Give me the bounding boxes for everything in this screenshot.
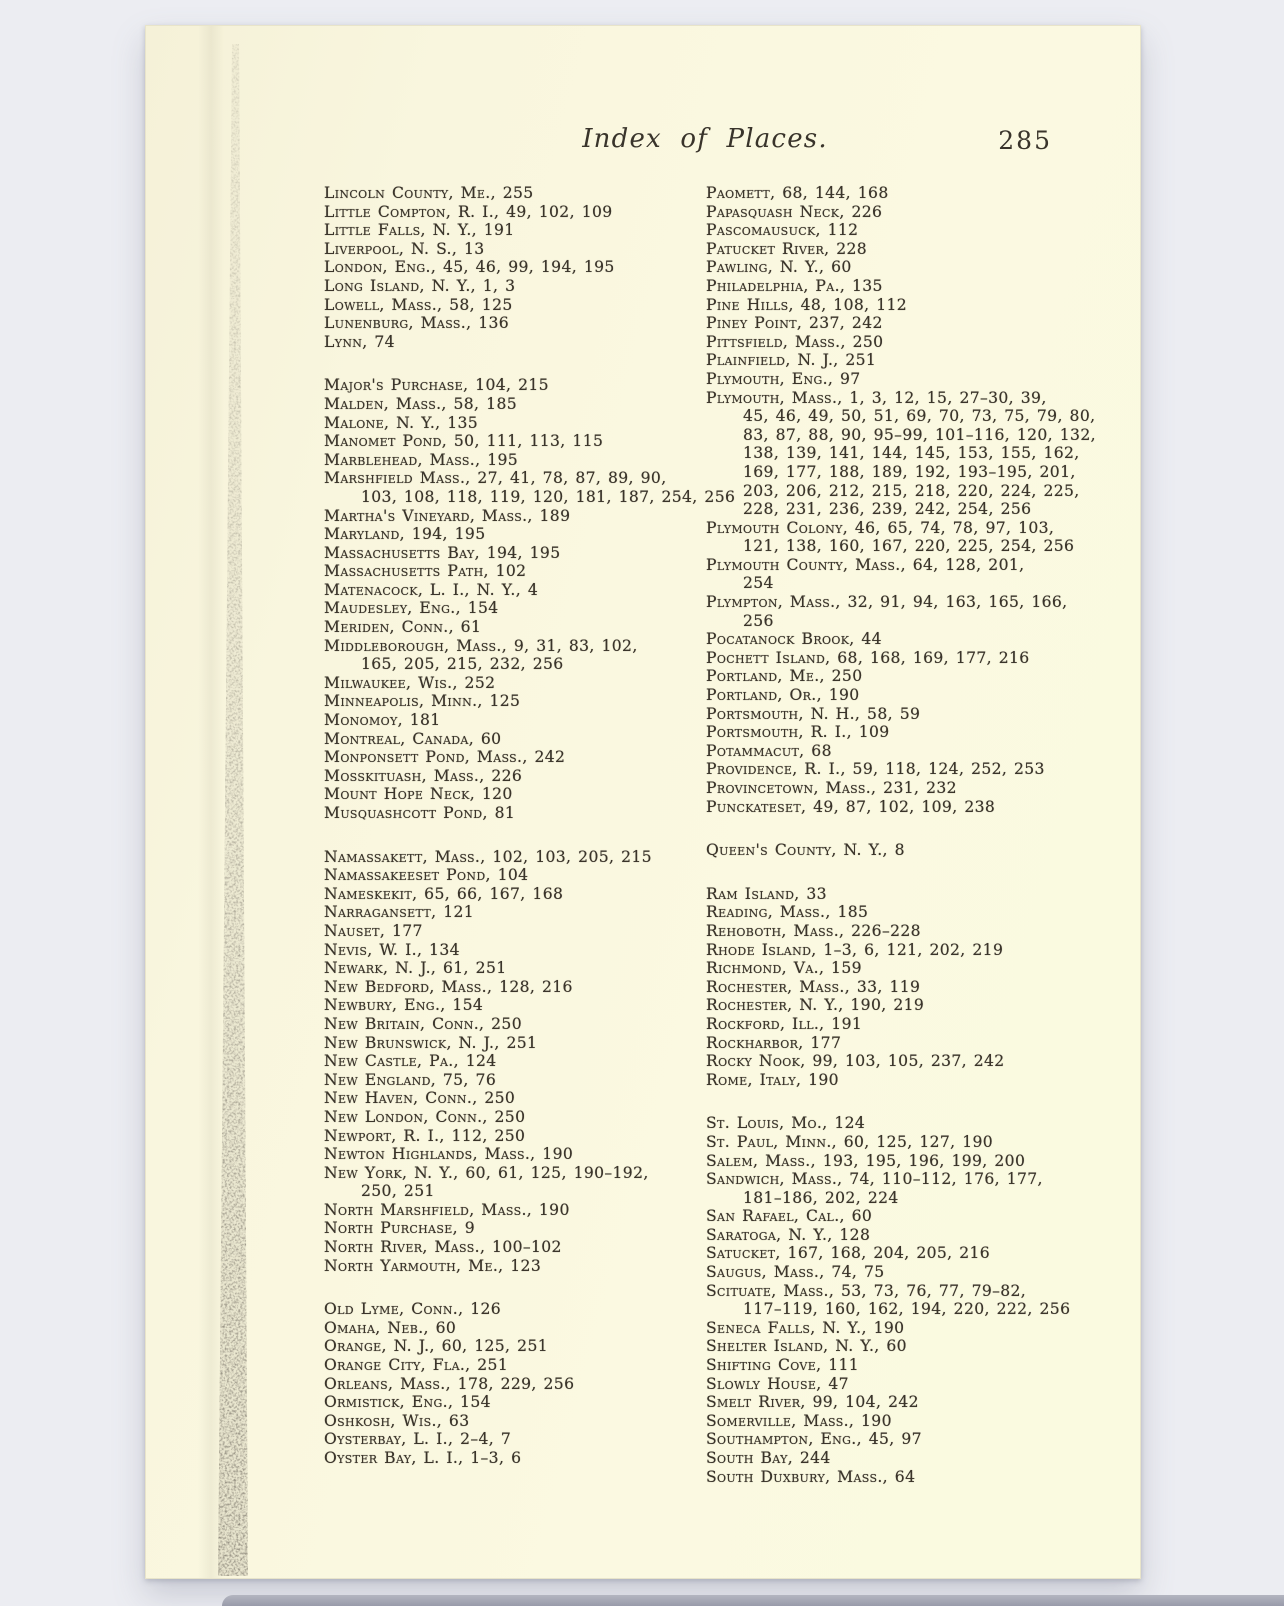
entry-line: Plympton, Mass., 32, 91, 94, 163, 165, 166, (706, 593, 1068, 612)
index-entry (324, 785, 716, 804)
index-entry (324, 395, 716, 414)
index-entry (324, 1015, 716, 1034)
index-entry (706, 1015, 1098, 1034)
entry-line: North Yarmouth, Me., 123 (324, 1256, 542, 1275)
index-group (706, 1114, 1098, 1486)
index-entry (706, 841, 1098, 860)
entry-line: Ormistick, Eng., 154 (324, 1393, 491, 1412)
index-entry (324, 221, 716, 240)
entry-continuation-line: 121, 138, 160, 167, 220, 225, 254, 256 (743, 537, 1075, 556)
index-entry (706, 1114, 1098, 1133)
entry-line: Portland, Or., 190 (706, 686, 860, 705)
entry-line: Rocky Nook, 99, 103, 105, 237, 242 (706, 1052, 1005, 1071)
index-entry (706, 798, 1098, 817)
index-entry (706, 1244, 1098, 1263)
index-entry (324, 1219, 716, 1238)
entry-line: Oysterbay, L. I., 2–4, 7 (324, 1430, 512, 1449)
entry-line: Plymouth, Eng., 97 (706, 369, 861, 388)
entry-line: Newport, R. I., 112, 250 (324, 1126, 526, 1145)
entry-line: South Bay, 244 (706, 1449, 831, 1467)
entry-line: Pocatanock Brook, 44 (706, 630, 882, 649)
binding-crease-texture (212, 44, 258, 1576)
index-entry (324, 959, 716, 978)
index-entry (706, 1356, 1098, 1375)
entry-line: Shelter Island, N. Y., 60 (706, 1337, 907, 1356)
page-number: 285 (998, 126, 1052, 155)
entry-line: Shifting Cove, 111 (706, 1356, 860, 1375)
index-entry (324, 674, 716, 693)
entry-line: Nauset, 177 (324, 921, 423, 940)
entry-line: Pine Hills, 48, 108, 112 (706, 295, 908, 314)
entry-line: Milwaukee, Wis., 252 (324, 673, 496, 692)
index-entry (324, 903, 716, 922)
entry-line: Orleans, Mass., 178, 229, 256 (324, 1374, 575, 1393)
index-entry (706, 203, 1098, 222)
index-column-left (324, 184, 736, 1468)
index-entry (324, 1052, 716, 1071)
entry-line: Narragansett, 121 (324, 903, 475, 922)
entry-line: Salem, Mass., 193, 195, 196, 199, 200 (706, 1151, 1026, 1170)
entry-line: Portsmouth, R. I., 109 (706, 723, 890, 742)
entry-line: Rome, Italy, 190 (706, 1070, 839, 1089)
entry-line: Punckateset, 49, 87, 102, 109, 238 (706, 797, 996, 816)
index-entry (706, 370, 1098, 389)
entry-continuation-line: 83, 87, 88, 90, 95–99, 101–116, 120, 132, (743, 425, 1096, 444)
index-entry (324, 1034, 716, 1053)
entry-line: Middleborough, Mass., 9, 31, 83, 102, (324, 636, 638, 655)
index-entry (706, 593, 1098, 630)
index-entry (706, 1319, 1098, 1338)
entry-line: North Purchase, 9 (324, 1219, 475, 1238)
index-entry (706, 1337, 1098, 1356)
index-entry (706, 1468, 1098, 1487)
index-entry (706, 184, 1098, 203)
index-entry (706, 1393, 1098, 1412)
entry-continuation-line: 103, 108, 118, 119, 120, 181, 187, 254, 256 (361, 487, 736, 506)
entry-line: Old Lyme, Conn., 126 (324, 1300, 502, 1319)
entry-line: Nameskekit, 65, 66, 167, 168 (324, 884, 564, 903)
entry-line: Marshfield Mass., 27, 41, 78, 87, 89, 90, (324, 469, 667, 488)
index-entry (324, 804, 716, 823)
index-entry (324, 1089, 716, 1108)
index-entry (324, 469, 736, 506)
entry-line: Oyster Bay, L. I., 1–3, 6 (324, 1449, 522, 1467)
entry-line: Potammacut, 68 (706, 741, 832, 760)
entry-line: Maudesley, Eng., 154 (324, 599, 499, 618)
entry-line: Providence, R. I., 59, 118, 124, 252, 253 (706, 760, 1045, 779)
entry-line: Liverpool, N. S., 13 (324, 239, 485, 258)
index-entry (706, 1170, 1098, 1207)
entry-line: Mosskituash, Mass., 226 (324, 766, 523, 785)
index-entry (324, 885, 716, 904)
index-entry (324, 562, 716, 581)
entry-line: New York, N. Y., 60, 61, 125, 190–192, (324, 1163, 649, 1182)
entry-line: Massachusetts Path, 102 (324, 562, 527, 581)
index-entry (324, 414, 716, 433)
entry-line: Plymouth County, Mass., 64, 128, 201, (706, 555, 1025, 574)
index-entry (324, 333, 716, 352)
index-entry (706, 258, 1098, 277)
entry-line: South Duxbury, Mass., 64 (706, 1467, 916, 1486)
index-entry (324, 507, 716, 526)
index-entry (706, 556, 1098, 593)
index-entry (324, 730, 716, 749)
index-group (706, 841, 1098, 860)
entry-line: Newton Highlands, Mass., 190 (324, 1145, 574, 1164)
index-entry (706, 941, 1098, 960)
entry-line: Nevis, W. I., 134 (324, 940, 460, 959)
index-entry (324, 432, 716, 451)
index-entry (324, 296, 716, 315)
index-entry (324, 451, 716, 470)
entry-line: Plainfield, N. J., 251 (706, 351, 877, 370)
entry-line: Saugus, Mass., 74, 75 (706, 1263, 885, 1282)
entry-line: New London, Conn., 250 (324, 1107, 526, 1126)
entry-line: Mount Hope Neck, 120 (324, 785, 513, 804)
index-entry (706, 1282, 1098, 1319)
entry-line: New Haven, Conn., 250 (324, 1089, 516, 1108)
entry-continuation-line: 203, 206, 212, 215, 218, 220, 224, 225, (743, 481, 1080, 500)
index-entry (324, 184, 716, 203)
index-entry (324, 1449, 716, 1468)
index-entry (324, 1071, 716, 1090)
entry-line: Papasquash Neck, 226 (706, 202, 883, 221)
entry-line: Orange, N. J., 60, 125, 251 (324, 1337, 548, 1356)
index-entry (324, 277, 716, 296)
entry-line: Saratoga, N. Y., 128 (706, 1225, 871, 1244)
entry-line: New Brunswick, N. J., 251 (324, 1033, 538, 1052)
index-entry (706, 760, 1098, 779)
index-column-right (706, 184, 1098, 1486)
index-entry (706, 630, 1098, 649)
index-entry (324, 711, 716, 730)
index-entry (324, 848, 716, 867)
index-entry (706, 1375, 1098, 1394)
entry-line: Sandwich, Mass., 74, 110–112, 176, 177, (706, 1170, 1043, 1189)
entry-line: Monponsett Pond, Mass., 242 (324, 748, 566, 767)
index-entry (324, 1300, 716, 1319)
entry-continuation-line: 228, 231, 236, 239, 242, 254, 256 (743, 500, 1032, 519)
entry-line: Orange City, Fla., 251 (324, 1356, 509, 1375)
entry-line: New Bedford, Mass., 128, 216 (324, 977, 573, 996)
entry-continuation-line: 256 (743, 611, 774, 630)
entry-line: Rockford, Ill., 191 (706, 1014, 863, 1033)
entry-line: St. Paul, Minn., 60, 125, 127, 190 (706, 1132, 994, 1151)
index-group (324, 1300, 716, 1467)
entry-line: Little Falls, N. Y., 191 (324, 221, 515, 240)
entry-continuation-line: 250, 251 (361, 1182, 435, 1201)
index-entry (324, 258, 716, 277)
index-entry (706, 1034, 1098, 1053)
index-entry (706, 903, 1098, 922)
index-entry (324, 922, 716, 941)
entry-line: Oshkosh, Wis., 63 (324, 1411, 470, 1430)
index-entry (324, 941, 716, 960)
entry-line: Major's Purchase, 104, 215 (324, 376, 549, 395)
entry-line: Pawling, N. Y., 60 (706, 258, 852, 277)
index-entry (706, 667, 1098, 686)
entry-line: Somerville, Mass., 190 (706, 1411, 892, 1430)
index-entry (706, 1133, 1098, 1152)
index-entry (324, 1108, 716, 1127)
index-entry (706, 1430, 1098, 1449)
index-entry (324, 618, 716, 637)
index-entry (324, 1319, 716, 1338)
page-title: Index of Places. (582, 124, 828, 154)
entry-line: Namassakett, Mass., 102, 103, 205, 215 (324, 847, 652, 866)
index-entry (706, 742, 1098, 761)
entry-line: Lincoln County, Me., 255 (324, 184, 534, 202)
index-entry (706, 1449, 1098, 1468)
entry-continuation-line: 45, 46, 49, 50, 51, 69, 70, 73, 75, 79, 80, (743, 407, 1096, 426)
index-entry (324, 978, 716, 997)
index-entry (324, 748, 716, 767)
entry-line: Richmond, Va., 159 (706, 959, 862, 978)
entry-line: Massachusetts Bay, 194, 195 (324, 543, 561, 562)
entry-line: Satucket, 167, 168, 204, 205, 216 (706, 1244, 991, 1263)
index-entry (706, 221, 1098, 240)
entry-line: Queen's County, N. Y., 8 (706, 841, 905, 860)
index-entry (324, 1127, 716, 1146)
index-entry (706, 959, 1098, 978)
index-entry (706, 779, 1098, 798)
index-entry (324, 1164, 716, 1201)
index-entry (324, 866, 716, 885)
entry-line: New England, 75, 76 (324, 1070, 497, 1089)
index-entry (706, 1412, 1098, 1431)
index-entry (324, 1412, 716, 1431)
index-entry (324, 1375, 716, 1394)
index-entry (706, 723, 1098, 742)
index-entry (706, 314, 1098, 333)
entry-line: Omaha, Neb., 60 (324, 1318, 457, 1337)
entry-line: Portland, Me., 250 (706, 667, 863, 686)
entry-line: Monomoy, 181 (324, 711, 441, 730)
entry-line: Slowly House, 47 (706, 1374, 849, 1393)
index-group (324, 184, 716, 351)
index-entry (706, 1263, 1098, 1282)
entry-line: Piney Point, 237, 242 (706, 314, 883, 333)
entry-line: Malden, Mass., 58, 185 (324, 394, 517, 413)
entry-line: Provincetown, Mass., 231, 232 (706, 779, 957, 797)
entry-continuation-line: 165, 205, 215, 232, 256 (361, 655, 564, 674)
entry-line: Rochester, Mass., 33, 119 (706, 977, 921, 996)
entry-line: Smelt River, 99, 104, 242 (706, 1393, 919, 1412)
index-entry (324, 203, 716, 222)
entry-line: North Marshfield, Mass., 190 (324, 1200, 570, 1219)
index-entry (324, 599, 716, 618)
entry-line: San Rafael, Cal., 60 (706, 1207, 873, 1226)
entry-line: Meriden, Conn., 61 (324, 618, 482, 637)
index-group (324, 848, 716, 1276)
entry-line: Patucket River, 228 (706, 239, 868, 258)
index-entry (324, 1393, 716, 1412)
index-entry (324, 314, 716, 333)
index-entry (706, 996, 1098, 1015)
entry-line: New Castle, Pa., 124 (324, 1052, 497, 1071)
entry-line: Rehoboth, Mass., 226–228 (706, 921, 921, 940)
index-entry (706, 705, 1098, 724)
index-entry (324, 1238, 716, 1257)
entry-line: Manomet Pond, 50, 111, 113, 115 (324, 432, 604, 451)
entry-line: Musquashcott Pond, 81 (324, 804, 516, 822)
entry-line: Rockharbor, 177 (706, 1033, 842, 1052)
index-entry (706, 351, 1098, 370)
index-entry (706, 1152, 1098, 1171)
entry-line: Ram Island, 33 (706, 884, 827, 903)
entry-line: London, Eng., 45, 46, 99, 194, 195 (324, 258, 615, 277)
index-entry (324, 692, 716, 711)
next-page-edge (222, 1595, 1284, 1606)
index-entry (324, 581, 716, 600)
index-entry (324, 1430, 716, 1449)
entry-line: Maryland, 194, 195 (324, 525, 486, 544)
entry-line: Southampton, Eng., 45, 97 (706, 1430, 922, 1449)
index-entry (706, 333, 1098, 352)
entry-line: North River, Mass., 100–102 (324, 1238, 562, 1257)
index-entry (706, 1071, 1098, 1090)
entry-line: Little Compton, R. I., 49, 102, 109 (324, 202, 613, 221)
entry-line: Reading, Mass., 185 (706, 903, 869, 922)
entry-line: Malone, N. Y., 135 (324, 413, 479, 432)
index-group (706, 885, 1098, 1090)
entry-line: Montreal, Canada, 60 (324, 729, 502, 748)
entry-continuation-line: 138, 139, 141, 144, 145, 153, 155, 162, (743, 444, 1080, 463)
index-entry (706, 519, 1098, 556)
index-entry (324, 376, 716, 395)
entry-continuation-line: 254 (743, 574, 774, 593)
index-entry (706, 296, 1098, 315)
index-entry (706, 1052, 1098, 1071)
index-entry (706, 686, 1098, 705)
index-entry (706, 240, 1098, 259)
entry-line: Minneapolis, Minn., 125 (324, 692, 521, 711)
entry-line: Rhode Island, 1–3, 6, 121, 202, 219 (706, 940, 1004, 959)
entry-line: Newark, N. J., 61, 251 (324, 959, 507, 978)
entry-line: Philadelphia, Pa., 135 (706, 276, 883, 295)
index-group (706, 184, 1098, 816)
index-entry (706, 649, 1098, 668)
entry-line: St. Louis, Mo., 124 (706, 1114, 866, 1133)
index-entry (324, 1356, 716, 1375)
entry-line: Namassakeeset Pond, 104 (324, 866, 529, 885)
entry-line: New Britain, Conn., 250 (324, 1014, 522, 1033)
entry-line: Lunenburg, Mass., 136 (324, 314, 510, 333)
index-entry (706, 922, 1098, 941)
entry-line: Lowell, Mass., 58, 125 (324, 295, 513, 314)
entry-line: Martha's Vineyard, Mass., 189 (324, 506, 571, 525)
index-entry (706, 277, 1098, 296)
entry-line: Plymouth, Mass., 1, 3, 12, 15, 27–30, 39, (706, 388, 1047, 407)
book-page (145, 25, 1141, 1579)
index-entry (324, 1201, 716, 1220)
entry-line: Pochett Island, 68, 168, 169, 177, 216 (706, 648, 1030, 667)
index-group (324, 376, 736, 822)
index-entry (706, 978, 1098, 997)
index-entry (706, 885, 1098, 904)
entry-line: Marblehead, Mass., 195 (324, 450, 519, 469)
entry-continuation-line: 181–186, 202, 224 (743, 1188, 899, 1207)
entry-line: Lynn, 74 (324, 332, 395, 351)
entry-continuation-line: 169, 177, 188, 189, 192, 193–195, 201, (743, 462, 1076, 481)
page-header (324, 124, 1086, 168)
index-entry (706, 1226, 1098, 1245)
entry-line: Scituate, Mass., 53, 73, 76, 77, 79–82, (706, 1281, 1027, 1300)
index-entry (324, 544, 716, 563)
index-entry (706, 1207, 1098, 1226)
entry-line: Plymouth Colony, 46, 65, 74, 78, 97, 103, (706, 518, 1055, 537)
entry-line: Newbury, Eng., 154 (324, 996, 484, 1015)
index-entry (324, 767, 716, 786)
entry-line: Long Island, N. Y., 1, 3 (324, 276, 516, 295)
entry-line: Pittsfield, Mass., 250 (706, 332, 884, 351)
entry-line: Portsmouth, N. H., 58, 59 (706, 704, 921, 723)
index-entry (324, 525, 716, 544)
index-entry (706, 389, 1098, 519)
entry-line: Rochester, N. Y., 190, 219 (706, 996, 925, 1015)
index-entry (324, 1145, 716, 1164)
entry-line: Seneca Falls, N. Y., 190 (706, 1318, 905, 1337)
index-entry (324, 240, 716, 259)
entry-line: Paomett, 68, 144, 168 (706, 184, 889, 202)
entry-continuation-line: 117–119, 160, 162, 194, 220, 222, 256 (743, 1300, 1071, 1319)
entry-line: Matenacock, L. I., N. Y., 4 (324, 580, 539, 599)
entry-line: Pascomausuck, 112 (706, 221, 859, 240)
index-entry (324, 996, 716, 1015)
index-entry (324, 637, 716, 674)
index-entry (324, 1257, 716, 1276)
index-entry (324, 1337, 716, 1356)
